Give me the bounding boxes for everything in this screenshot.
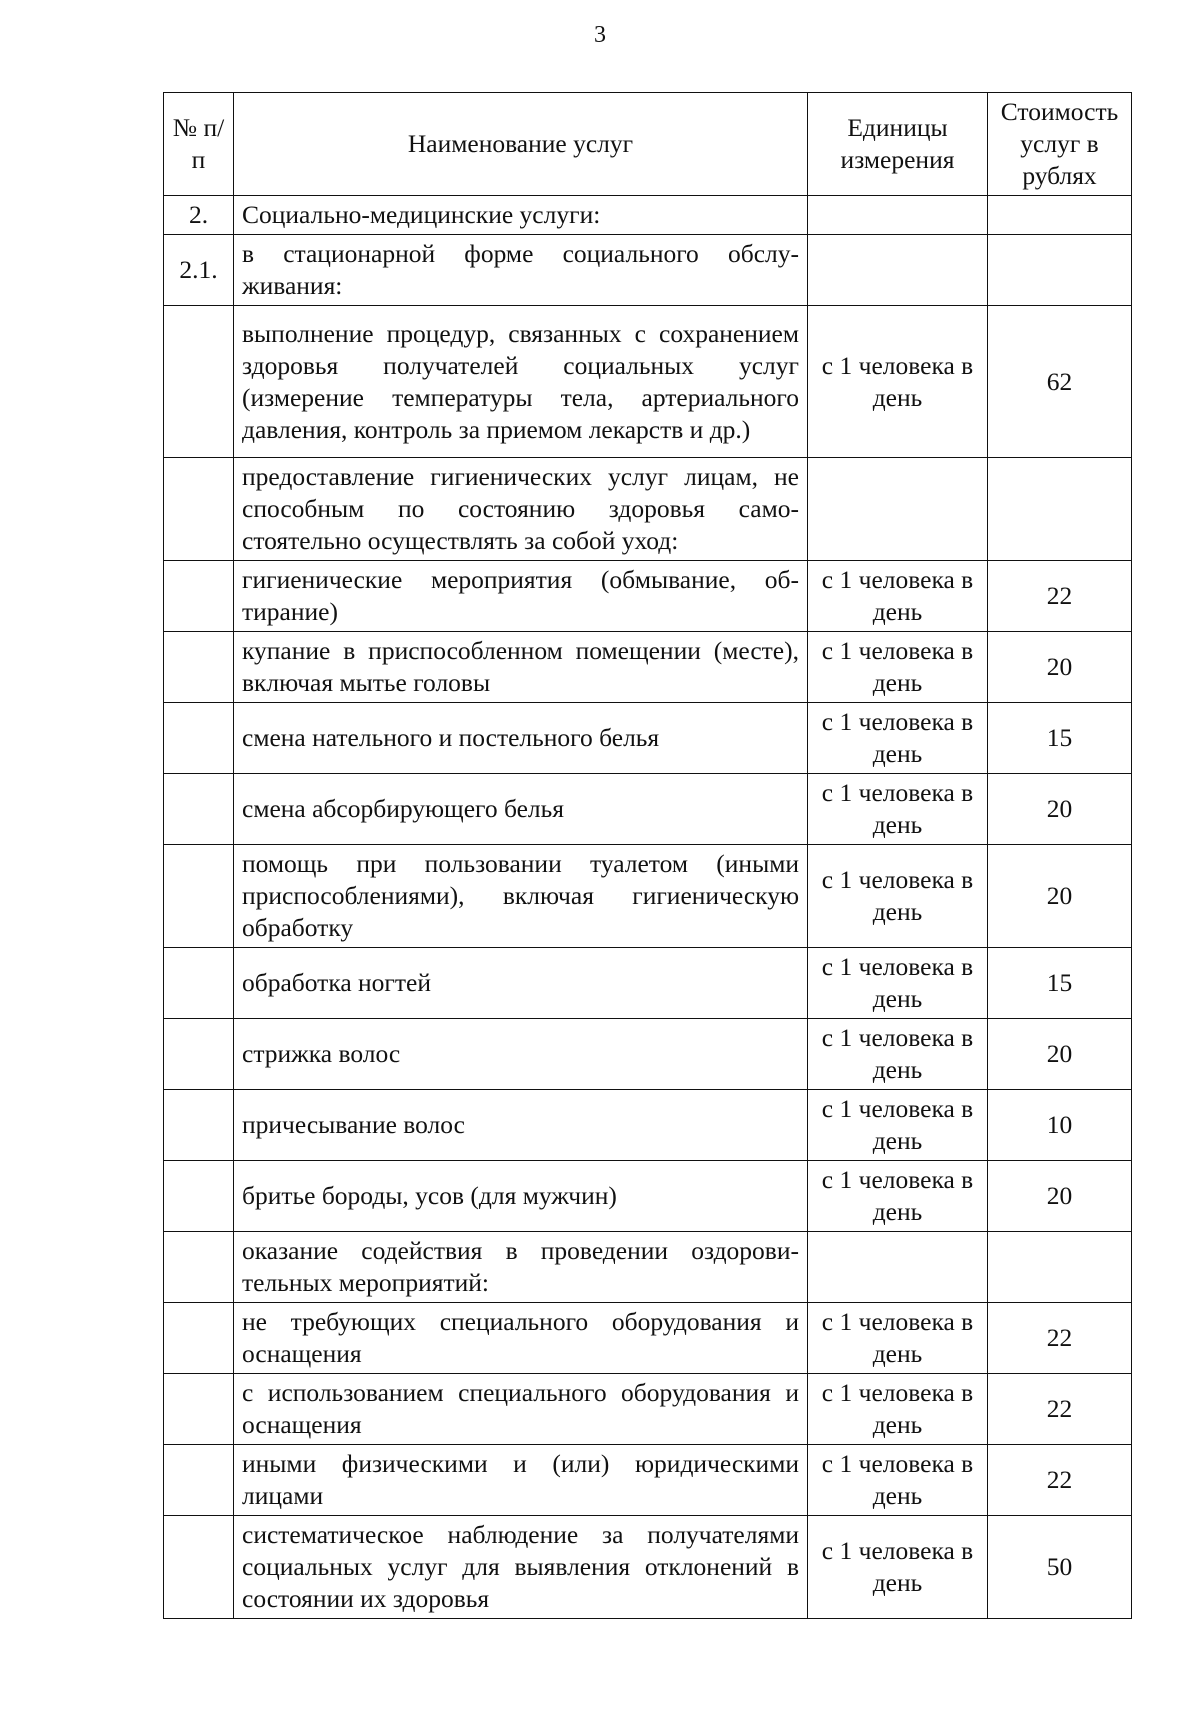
service-price xyxy=(988,458,1132,561)
service-name: систематическое наблюдение за получателями социальных услуг для выявления отклонений в состоянии их здоровья xyxy=(234,1516,808,1619)
unit-of-measure: с 1 человека в день xyxy=(808,703,988,774)
service-price: 20 xyxy=(988,774,1132,845)
service-name: стрижка волос xyxy=(234,1019,808,1090)
unit-of-measure: с 1 человека в день xyxy=(808,1445,988,1516)
row-number xyxy=(164,1090,234,1161)
unit-of-measure: с 1 человека в день xyxy=(808,1090,988,1161)
unit-of-measure xyxy=(808,196,988,235)
service-price: 15 xyxy=(988,948,1132,1019)
service-name: гигиенические мероприятия (обмывание, обтирание) xyxy=(234,561,808,632)
service-price xyxy=(988,1232,1132,1303)
service-price: 22 xyxy=(988,1303,1132,1374)
unit-of-measure: с 1 человека в день xyxy=(808,561,988,632)
table-body xyxy=(164,196,1132,1619)
table-row xyxy=(164,1374,1132,1445)
row-number xyxy=(164,774,234,845)
service-price: 22 xyxy=(988,1374,1132,1445)
service-price: 62 xyxy=(988,306,1132,458)
unit-of-measure: с 1 человека в день xyxy=(808,632,988,703)
header-price: Стоимость услуг в рублях xyxy=(988,93,1132,196)
service-name: купание в приспособленном помещении (месте), включая мытье головы xyxy=(234,632,808,703)
unit-of-measure xyxy=(808,1232,988,1303)
row-number xyxy=(164,1516,234,1619)
service-name: оказание содействия в проведении оздоровительных мероприятий: xyxy=(234,1232,808,1303)
row-number xyxy=(164,1374,234,1445)
services-price-table xyxy=(163,92,1132,1619)
row-number xyxy=(164,1161,234,1232)
service-price: 15 xyxy=(988,703,1132,774)
row-number xyxy=(164,1445,234,1516)
table-row xyxy=(164,703,1132,774)
row-number xyxy=(164,561,234,632)
table-row xyxy=(164,774,1132,845)
unit-of-measure xyxy=(808,458,988,561)
service-name: смена нательного и постельного белья xyxy=(234,703,808,774)
service-price: 22 xyxy=(988,561,1132,632)
service-price: 50 xyxy=(988,1516,1132,1619)
service-price: 20 xyxy=(988,632,1132,703)
service-price: 10 xyxy=(988,1090,1132,1161)
service-name: помощь при пользовании туалетом (иными приспособлениями), включая гигиеническую обработку xyxy=(234,845,808,948)
service-name: выполнение процедур, связанных с сохранением здоровья получателей социальных услуг (измерение температуры тела, артериального давления, контроль за приемом лекарств и др.) xyxy=(234,306,808,458)
service-name: смена абсорбирующего белья xyxy=(234,774,808,845)
service-price: 20 xyxy=(988,1161,1132,1232)
service-price: 22 xyxy=(988,1445,1132,1516)
header-unit: Единицы измерения xyxy=(808,93,988,196)
row-number xyxy=(164,948,234,1019)
row-number xyxy=(164,1019,234,1090)
table-row xyxy=(164,196,1132,235)
header-service-name: Наименование услуг xyxy=(234,93,808,196)
service-name: Социально-медицинские услуги: xyxy=(234,196,808,235)
service-name: обработка ногтей xyxy=(234,948,808,1019)
row-number xyxy=(164,845,234,948)
header-number: № п/п xyxy=(164,93,234,196)
service-price xyxy=(988,196,1132,235)
table-row xyxy=(164,306,1132,458)
row-number: 2.1. xyxy=(164,235,234,306)
table-row xyxy=(164,948,1132,1019)
service-name: причесывание волос xyxy=(234,1090,808,1161)
unit-of-measure: с 1 человека в день xyxy=(808,1374,988,1445)
unit-of-measure: с 1 человека в день xyxy=(808,1303,988,1374)
table-row xyxy=(164,1090,1132,1161)
unit-of-measure: с 1 человека в день xyxy=(808,1019,988,1090)
unit-of-measure: с 1 человека в день xyxy=(808,1161,988,1232)
unit-of-measure: с 1 человека в день xyxy=(808,845,988,948)
service-name: не требующих специального оборудования и оснащения xyxy=(234,1303,808,1374)
service-name: предоставление гигиенических услуг лицам, не способным по состоянию здоровья самостоятельно осуществлять за собой уход: xyxy=(234,458,808,561)
table-row xyxy=(164,1019,1132,1090)
page-number: 3 xyxy=(594,22,606,48)
row-number xyxy=(164,703,234,774)
table-row xyxy=(164,632,1132,703)
table-row xyxy=(164,561,1132,632)
table-header-row xyxy=(164,93,1132,196)
unit-of-measure: с 1 человека в день xyxy=(808,306,988,458)
table-row xyxy=(164,458,1132,561)
service-name: с использованием специального оборудования и оснащения xyxy=(234,1374,808,1445)
row-number xyxy=(164,306,234,458)
service-price: 20 xyxy=(988,1019,1132,1090)
table-row xyxy=(164,1516,1132,1619)
unit-of-measure xyxy=(808,235,988,306)
service-name: бритье бороды, усов (для мужчин) xyxy=(234,1161,808,1232)
row-number xyxy=(164,1232,234,1303)
table-row xyxy=(164,1161,1132,1232)
table-row xyxy=(164,845,1132,948)
table-row xyxy=(164,235,1132,306)
service-name: в стационарной форме социального обслуживания: xyxy=(234,235,808,306)
service-price: 20 xyxy=(988,845,1132,948)
table-row xyxy=(164,1232,1132,1303)
table-row xyxy=(164,1445,1132,1516)
unit-of-measure: с 1 человека в день xyxy=(808,1516,988,1619)
service-price xyxy=(988,235,1132,306)
service-name: иными физическими и (или) юридическими лицами xyxy=(234,1445,808,1516)
row-number: 2. xyxy=(164,196,234,235)
row-number xyxy=(164,458,234,561)
unit-of-measure: с 1 человека в день xyxy=(808,774,988,845)
table-row xyxy=(164,1303,1132,1374)
row-number xyxy=(164,632,234,703)
unit-of-measure: с 1 человека в день xyxy=(808,948,988,1019)
row-number xyxy=(164,1303,234,1374)
